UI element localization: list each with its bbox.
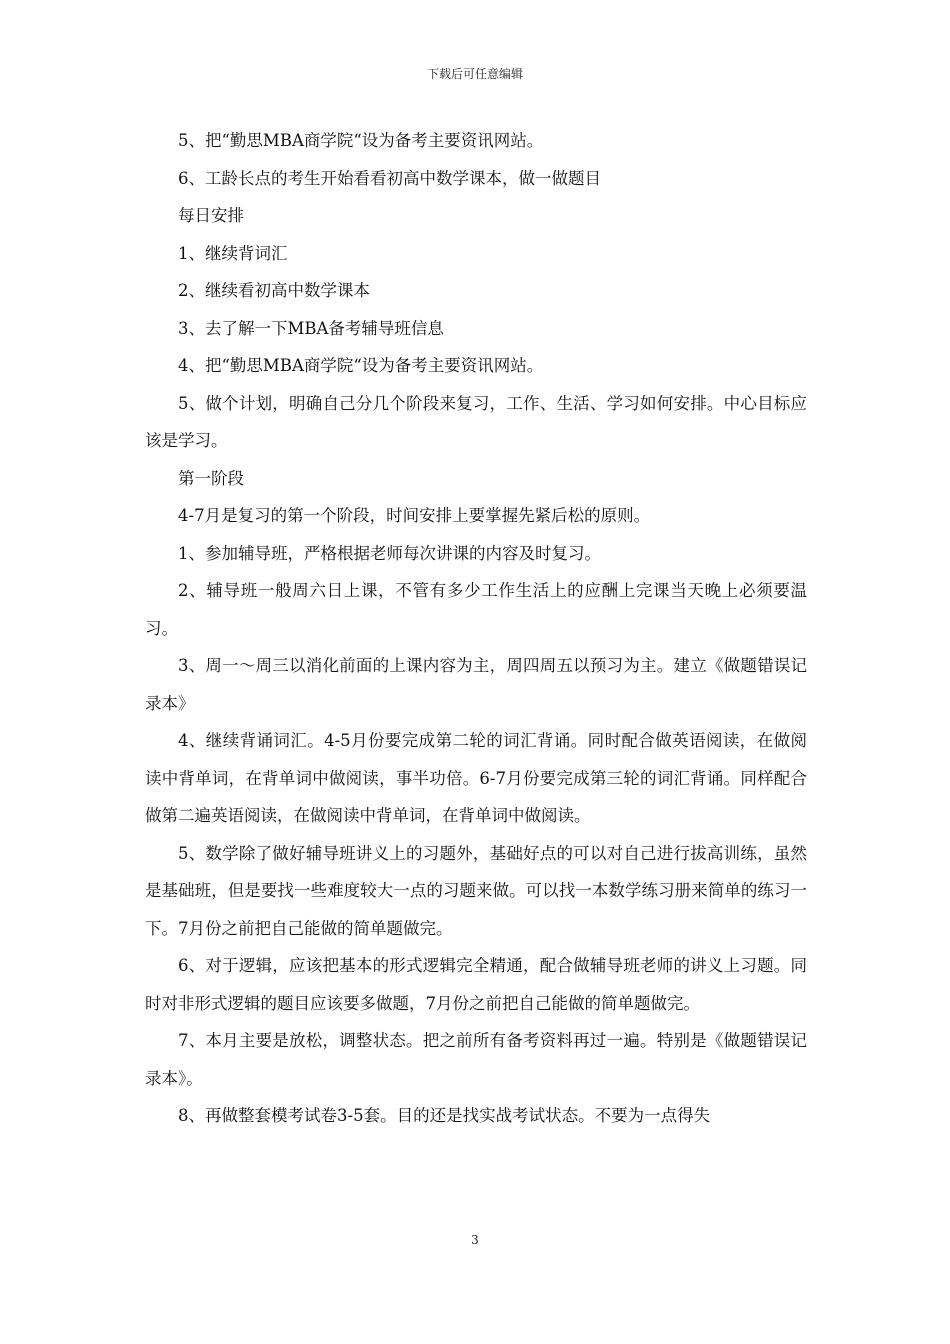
paragraph: 4、继续背诵词汇。4-5月份要完成第二轮的词汇背诵。同时配合做英语阅读，在做阅读中背单词，在背单词中做阅读，事半功倍。6-7月份要完成第三轮的词汇背诵。同样配合做第二遍英语阅读，在做阅读中背单词，在背单词中做阅读。 <box>145 731 807 825</box>
paragraph: 5、做个计划，明确自己分几个阶段来复习，工作、生活、学习如何安排。中心目标应该是学习。 <box>145 393 807 450</box>
paragraph: 5、把“勤思MBA商学院“设为备考主要资讯网站。 <box>178 131 544 150</box>
page-header: 下载后可任意编辑 <box>426 67 523 81</box>
paragraph: 1、参加辅导班，严格根据老师每次讲课的内容及时复习。 <box>178 543 601 563</box>
paragraph: 7、本月主要是放松，调整状态。把之前所有备考资料再过一遍。特别是《做题错误记录本》。 <box>145 1031 807 1088</box>
paragraph: 8、再做整套模考试卷3-5套。目的还是找实战考试状态。不要为一点得失 <box>178 1106 711 1125</box>
paragraph: 1、继续背词汇 <box>178 243 288 263</box>
paragraph: 3、周一～周三以消化前面的上课内容为主，周四周五以预习为主。建立《做题错误记录本》 <box>145 656 807 713</box>
section-heading: 第一阶段 <box>178 468 244 488</box>
paragraph: 2、继续看初高中数学课本 <box>178 281 370 300</box>
paragraph: 6、对于逻辑，应该把基本的形式逻辑完全精通，配合做辅导班老师的讲义上习题。同时对非形式逻辑的题目应该要多做题，7月份之前把自己能做的简单题做完。 <box>145 956 807 1013</box>
page-number: 3 <box>471 1233 479 1247</box>
section-heading: 每日安排 <box>178 206 244 225</box>
paragraph: 3、去了解一下MBA备考辅导班信息 <box>178 318 444 338</box>
paragraph: 4、把“勤思MBA商学院“设为备考主要资讯网站。 <box>178 356 544 375</box>
paragraph: 4-7月是复习的第一个阶段，时间安排上要掌握先紧后松的原则。 <box>178 506 651 525</box>
paragraph: 6、工龄长点的考生开始看看初高中数学课本，做一做题目 <box>178 168 601 188</box>
document-body <box>145 122 807 1135</box>
paragraph: 2、辅导班一般周六日上课，不管有多少工作生活上的应酬上完课当天晚上必须要温习。 <box>145 581 807 638</box>
paragraph: 5、数学除了做好辅导班讲义上的习题外，基础好点的可以对自己进行拔高训练，虽然是基础班，但是要找一些难度较大一点的习题来做。可以找一本数学练习册来简单的练习一下。7月份之前把自己能做的简单题做完。 <box>145 843 807 938</box>
